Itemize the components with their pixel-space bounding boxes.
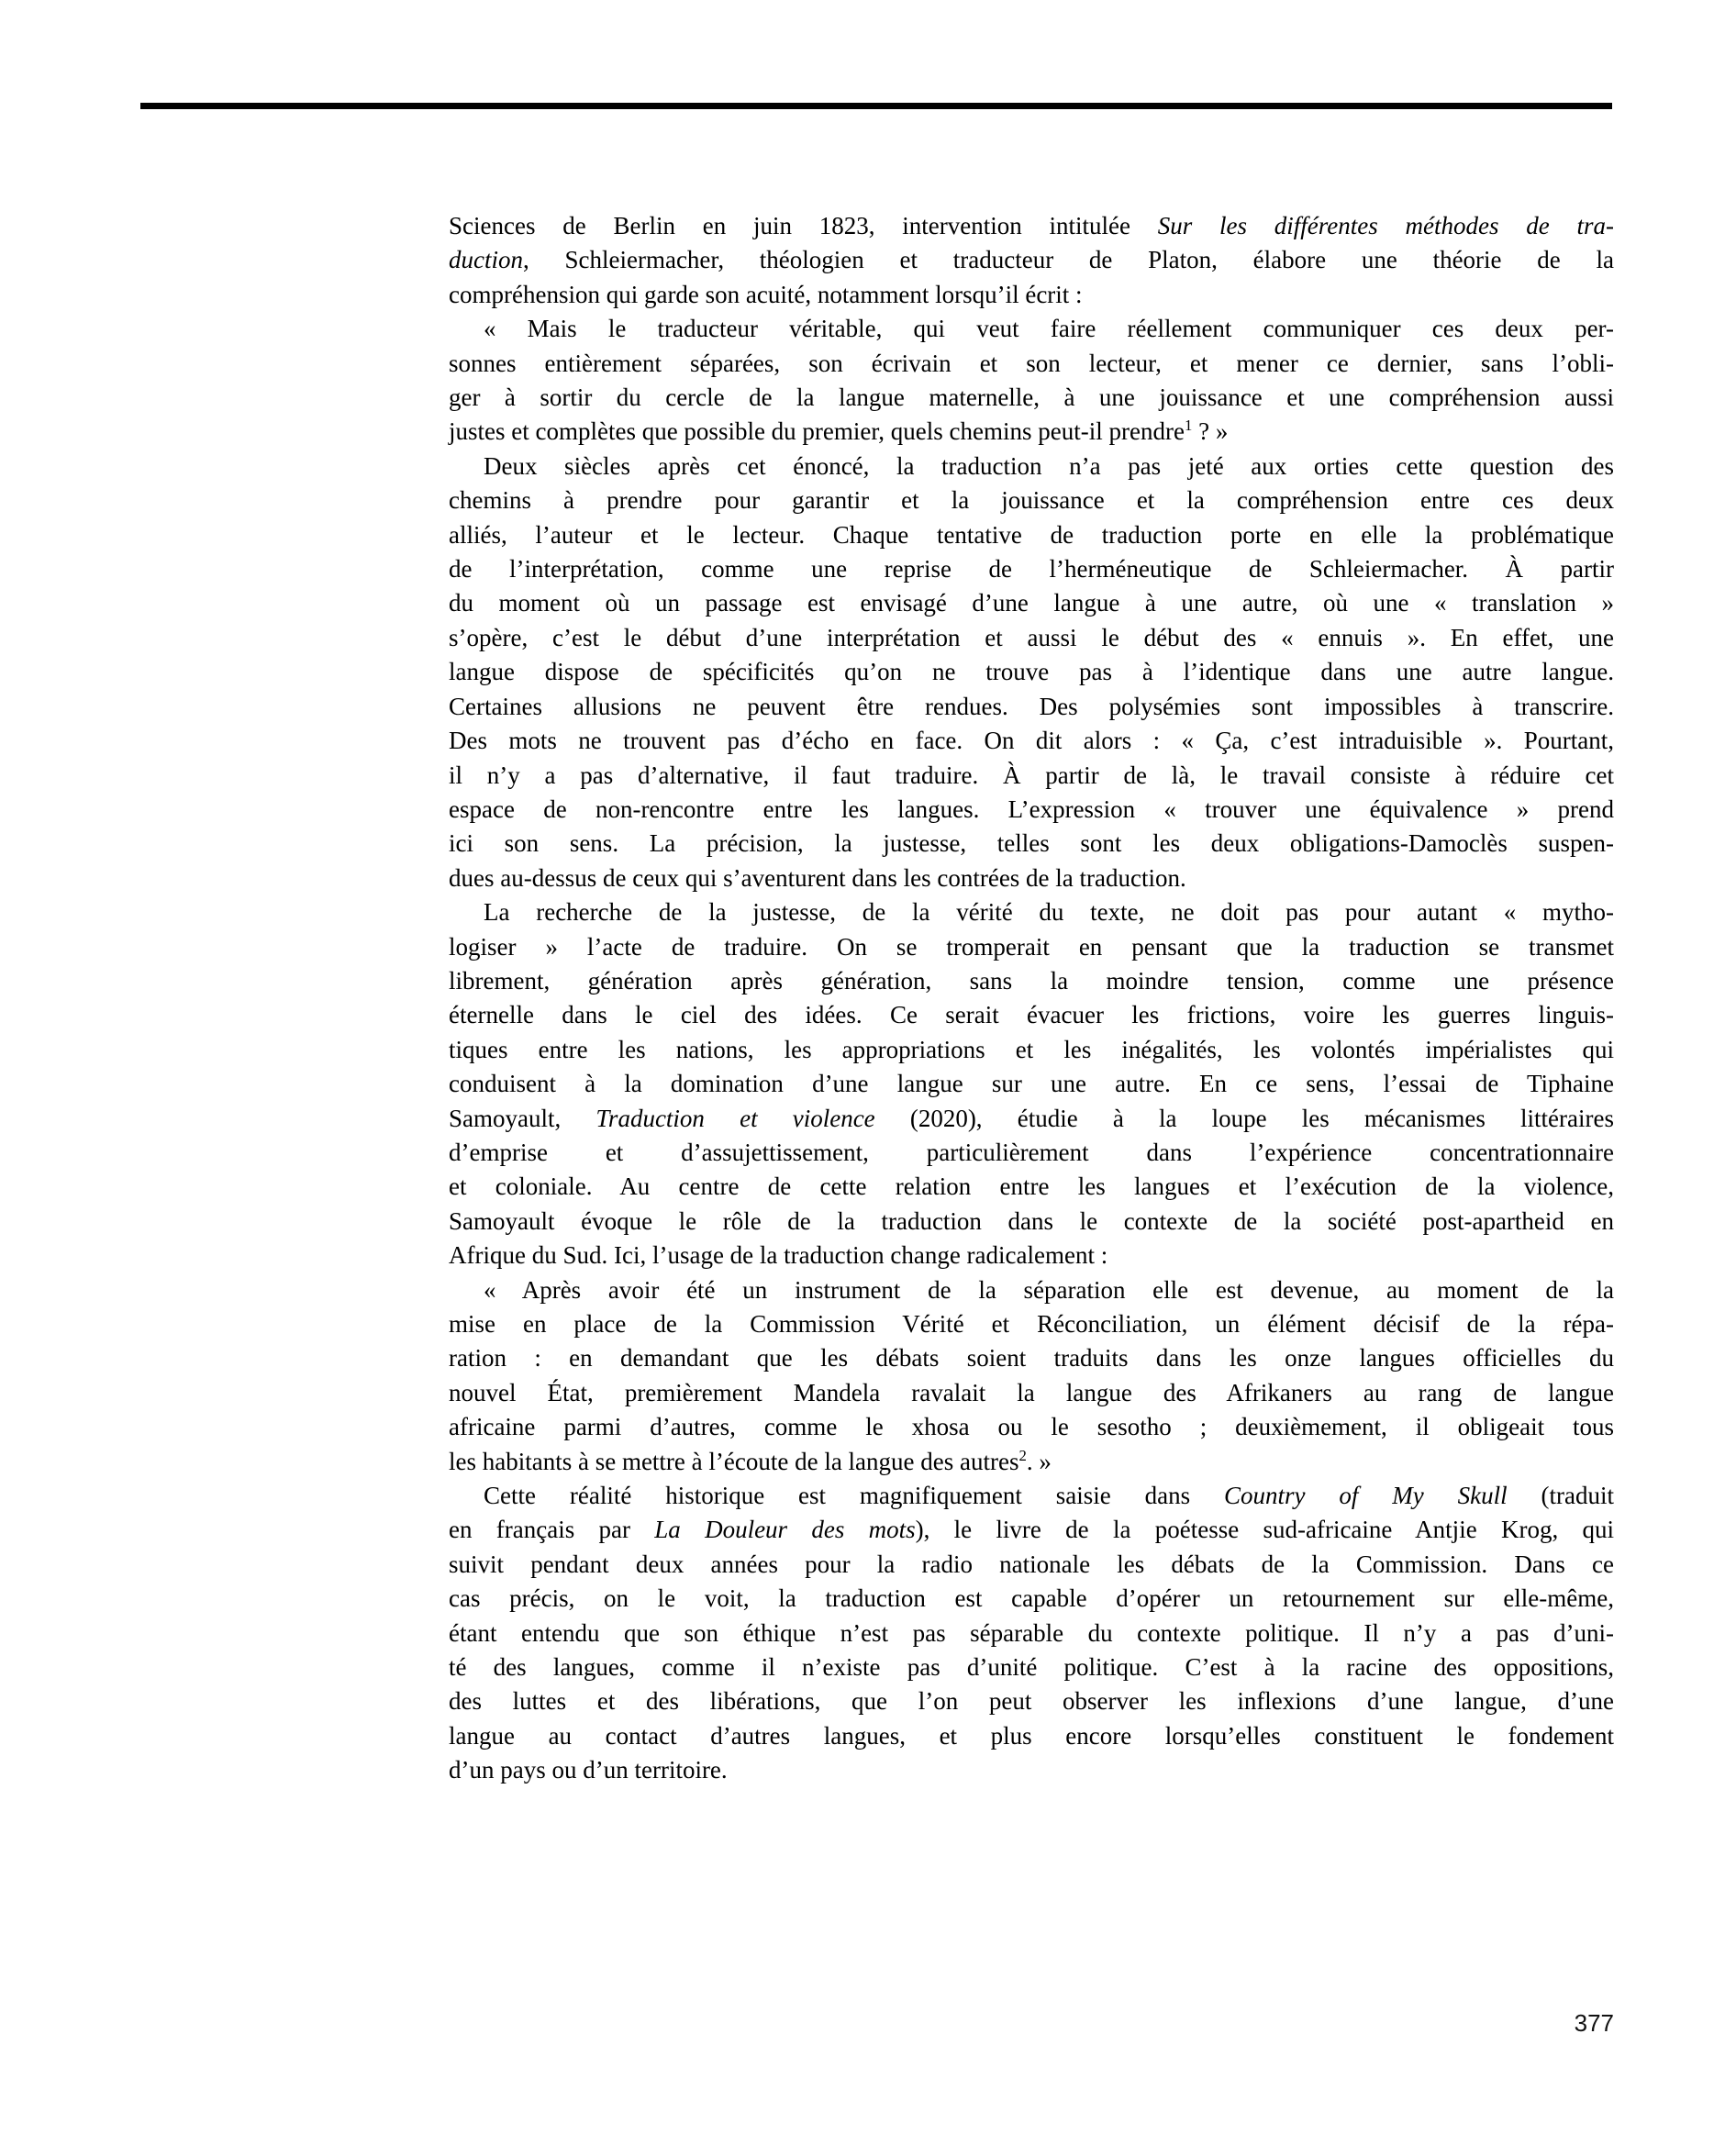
text-line bbox=[449, 483, 1614, 517]
text-line bbox=[449, 243, 1614, 277]
page-number: 377 bbox=[1574, 2009, 1614, 2037]
text-segment: dues au-dessus de ceux qui s’aventurent dans les contrées de la traduction. bbox=[449, 863, 1186, 892]
text-segment: suivit pendant deux années pour la radio nationale les débats de la Commission. Dans ce bbox=[449, 1550, 1614, 1578]
text-line bbox=[449, 1033, 1614, 1067]
italic-title: Sur les différentes méthodes de tra- bbox=[1157, 212, 1614, 239]
text-line bbox=[449, 827, 1614, 861]
text-segment: du moment où un passage est envisagé d’une langue à une autre, où une « translation » bbox=[449, 589, 1614, 617]
text-line bbox=[449, 415, 1614, 449]
text-segment: justes et complètes que possible du premier, quels chemins peut-il prendre bbox=[449, 417, 1185, 446]
text-line bbox=[449, 1617, 1614, 1650]
text-line bbox=[449, 312, 1614, 346]
text-segment: . » bbox=[1026, 1447, 1052, 1475]
text-line bbox=[449, 1445, 1614, 1479]
text-segment: ), le livre de la poétesse sud-africaine Antjie Krog, qui bbox=[915, 1516, 1614, 1544]
body-paragraph bbox=[449, 450, 1614, 895]
text-line bbox=[449, 1136, 1614, 1170]
text-segment: , Schleiermacher, théologien et traducteur de Platon, élabore une théorie de la bbox=[523, 246, 1614, 274]
footnote-reference: 1 bbox=[1184, 417, 1193, 435]
quote-paragraph bbox=[449, 1273, 1614, 1479]
text-segment: Sciences de Berlin en juin 1823, intervention intitulée bbox=[449, 212, 1158, 239]
header-rule bbox=[140, 103, 1612, 109]
text-segment: Certaines allusions ne peuvent être rendues. Des polysémies sont impossibles à transcrire. bbox=[449, 692, 1614, 720]
text-line bbox=[449, 209, 1614, 243]
italic-title: La Douleur des mots bbox=[654, 1516, 916, 1544]
text-line bbox=[449, 861, 1614, 895]
text-line bbox=[449, 552, 1614, 586]
text-segment: Afrique du Sud. Ici, l’usage de la traduction change radicalement : bbox=[449, 1241, 1108, 1270]
text-line bbox=[449, 1513, 1614, 1547]
text-line bbox=[449, 1376, 1614, 1410]
text-line bbox=[449, 450, 1614, 483]
text-segment: ? » bbox=[1192, 417, 1229, 446]
text-line bbox=[449, 621, 1614, 655]
text-segment: ici son sens. La précision, la justesse, telles sont les deux obligations-Damoclès suspen- bbox=[449, 829, 1614, 858]
text-segment: étant entendu que son éthique n’est pas séparable du contexte politique. Il n’y a pas d’uni- bbox=[449, 1618, 1614, 1647]
text-segment: ger à sortir du cercle de la langue maternelle, à une jouissance et une compréhension aussi bbox=[449, 383, 1614, 412]
text-line bbox=[449, 1548, 1614, 1582]
text-segment: d’emprise et d’assujettissement, particulièrement dans l’expérience concentrationnaire bbox=[449, 1138, 1614, 1166]
text-segment: nouvel État, premièrement Mandela ravalait la langue des Afrikaners au rang de langue bbox=[449, 1378, 1614, 1406]
text-segment: tiques entre les nations, les appropriations et les inégalités, les volontés impérialistes qui bbox=[449, 1035, 1614, 1063]
text-segment: sonnes entièrement séparées, son écrivain et son lecteur, et mener ce dernier, sans l’obli- bbox=[449, 349, 1614, 377]
text-segment: Samoyault, bbox=[449, 1104, 596, 1132]
text-line bbox=[449, 518, 1614, 552]
text-segment: Cette réalité historique est magnifiquement saisie dans bbox=[484, 1482, 1225, 1510]
text-segment: té des langues, comme il n’existe pas d’unité politique. C’est à la racine des oppositions, bbox=[449, 1653, 1614, 1682]
text-line bbox=[449, 759, 1614, 793]
text-segment: Deux siècles après cet énoncé, la traduction n’a pas jeté aux orties cette question des bbox=[484, 451, 1614, 480]
text-segment: La recherche de la justesse, de la vérité du texte, ne doit pas pour autant « mytho- bbox=[484, 898, 1614, 927]
text-segment: ration : en demandant que les débats soient traduits dans les onze langues officielles du bbox=[449, 1344, 1614, 1373]
text-segment: mise en place de la Commission Vérité et Réconciliation, un élément décisif de la répa- bbox=[449, 1310, 1614, 1338]
text-segment: (traduit bbox=[1507, 1482, 1614, 1510]
text-line bbox=[449, 278, 1614, 312]
text-line bbox=[449, 1582, 1614, 1616]
text-line bbox=[449, 1170, 1614, 1204]
text-segment: en français par bbox=[449, 1516, 655, 1544]
text-segment: africaine parmi d’autres, comme le xhosa ou le sesotho ; deuxièmement, il obligeait tous bbox=[449, 1413, 1614, 1441]
text-line bbox=[449, 1753, 1614, 1787]
text-line bbox=[449, 1650, 1614, 1684]
text-line bbox=[449, 586, 1614, 620]
text-segment: chemins à prendre pour garantir et la jouissance et la compréhension entre ces deux bbox=[449, 486, 1614, 515]
quote-paragraph bbox=[449, 312, 1614, 450]
text-segment: les habitants à se mettre à l’écoute de la langue des autres bbox=[449, 1447, 1019, 1475]
text-line bbox=[449, 793, 1614, 827]
text-segment: conduisent à la domination d’une langue sur une autre. En ce sens, l’essai de Tiphaine bbox=[449, 1070, 1614, 1098]
text-segment: alliés, l’auteur et le lecteur. Chaque tentative de traduction porte en elle la problématique bbox=[449, 520, 1614, 549]
text-line bbox=[449, 1684, 1614, 1718]
text-segment: s’opère, c’est le début d’une interprétation et aussi le début des « ennuis ». En effet, une bbox=[449, 623, 1614, 651]
text-segment: de l’interprétation, comme une reprise de l’herméneutique de Schleiermacher. À partir bbox=[449, 555, 1614, 583]
text-segment: Des mots ne trouvent pas d’écho en face. On dit alors : « Ça, c’est intraduisible ». Pourtant, bbox=[449, 727, 1614, 755]
text-segment: Samoyault évoque le rôle de la traduction dans le contexte de la société post-apartheid en bbox=[449, 1206, 1614, 1235]
text-segment: éternelle dans le ciel des idées. Ce serait évacuer les frictions, voire les guerres linguis- bbox=[449, 1001, 1614, 1029]
text-line bbox=[449, 1067, 1614, 1101]
text-line bbox=[449, 1102, 1614, 1136]
text-line bbox=[449, 1273, 1614, 1307]
text-segment: cas précis, on le voit, la traduction est capable d’opérer un retournement sur elle-même, bbox=[449, 1584, 1614, 1613]
body-paragraph bbox=[449, 1479, 1614, 1788]
text-line bbox=[449, 964, 1614, 998]
text-segment: il n’y a pas d’alternative, il faut traduire. À partir de là, le travail consiste à réduire cet bbox=[449, 761, 1614, 789]
text-line bbox=[449, 1205, 1614, 1239]
italic-title: duction bbox=[449, 246, 523, 274]
text-line bbox=[449, 690, 1614, 724]
body-paragraph bbox=[449, 895, 1614, 1272]
text-segment: « Mais le traducteur véritable, qui veut faire réellement communiquer ces deux per- bbox=[484, 315, 1614, 343]
text-segment: d’un pays ou d’un territoire. bbox=[449, 1756, 728, 1784]
italic-title: Traduction et violence bbox=[595, 1104, 875, 1132]
text-segment: des luttes et des libérations, que l’on peut observer les inflexions d’une langue, d’une bbox=[449, 1687, 1614, 1716]
text-line bbox=[449, 1239, 1614, 1272]
text-line bbox=[449, 998, 1614, 1032]
footnote-reference: 2 bbox=[1018, 1446, 1027, 1464]
text-segment: logiser » l’acte de traduire. On se tromperait en pensant que la traduction se transmet bbox=[449, 932, 1614, 961]
text-segment: compréhension qui garde son acuité, notamment lorsqu’il écrit : bbox=[449, 280, 1083, 308]
text-line bbox=[449, 1341, 1614, 1375]
text-line bbox=[449, 347, 1614, 381]
text-block bbox=[449, 209, 1614, 1788]
text-segment: librement, génération après génération, sans la moindre tension, comme une présence bbox=[449, 966, 1614, 995]
text-segment: « Après avoir été un instrument de la séparation elle est devenue, au moment de la bbox=[484, 1275, 1614, 1304]
text-segment: espace de non-rencontre entre les langues. L’expression « trouver une équivalence » prend bbox=[449, 795, 1614, 823]
text-line bbox=[449, 930, 1614, 964]
body-paragraph bbox=[449, 209, 1614, 312]
text-line bbox=[449, 655, 1614, 689]
text-line bbox=[449, 1479, 1614, 1513]
text-line bbox=[449, 1410, 1614, 1444]
text-segment: et coloniale. Au centre de cette relation entre les langues et l’exécution de la violence, bbox=[449, 1172, 1614, 1201]
text-line bbox=[449, 1719, 1614, 1753]
italic-title: Country of My Skull bbox=[1224, 1482, 1508, 1510]
text-segment: langue dispose de spécificités qu’on ne trouve pas à l’identique dans une autre langue. bbox=[449, 658, 1614, 686]
text-segment: (2020), étudie à la loupe les mécanismes littéraires bbox=[874, 1104, 1614, 1132]
text-line bbox=[449, 895, 1614, 929]
text-line bbox=[449, 724, 1614, 758]
text-line bbox=[449, 381, 1614, 415]
text-line bbox=[449, 1307, 1614, 1341]
text-segment: langue au contact d’autres langues, et plus encore lorsqu’elles constituent le fondement bbox=[449, 1721, 1614, 1750]
